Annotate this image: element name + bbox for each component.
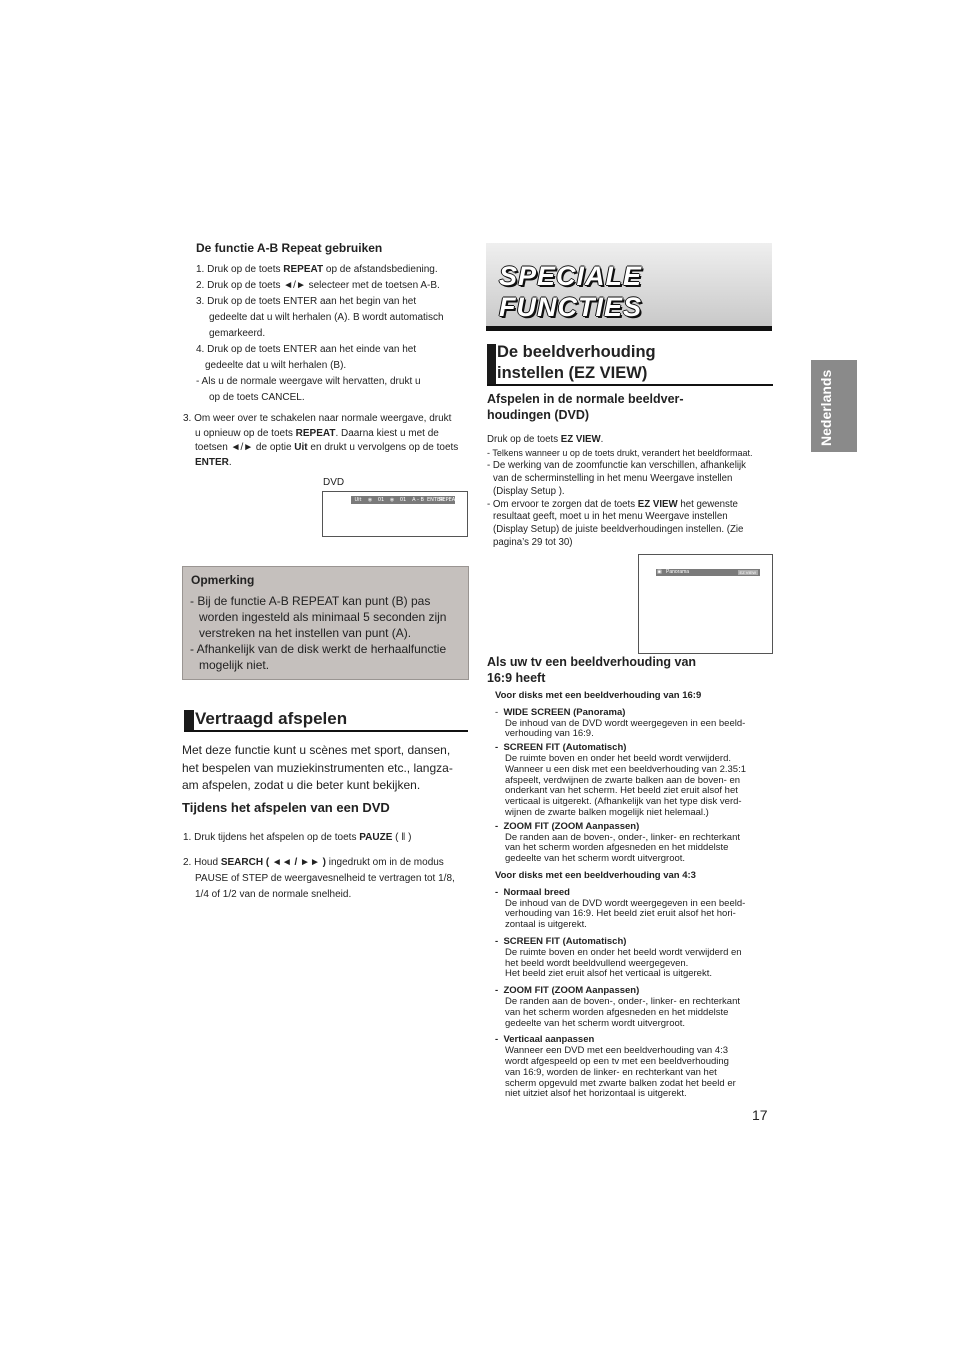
ezview-title: [497, 342, 656, 384]
osd-ab: A - B: [412, 497, 424, 503]
text-line: (Display Setup ).: [493, 485, 565, 497]
subtitle-line: Afspelen in de normale beeldver-: [487, 392, 684, 406]
ab-outer-step-3: [183, 412, 473, 470]
osd-enter: ENTER: [427, 497, 444, 503]
option-title: SCREEN FIT (Automatisch): [503, 935, 627, 947]
osd-ezview-tag: EZ VIEW: [739, 570, 756, 575]
pause-key: PAUZE: [359, 832, 393, 843]
option-line: Wanneer u een disk met een beeldverhouding van 2.35:1: [505, 763, 747, 775]
section-rule: [184, 730, 468, 732]
ab-dash: - Als u de normale weergave wilt hervatten, drukt u: [196, 376, 421, 387]
screen-icon: ▣: [657, 569, 662, 575]
option-line: De inhoud van de DVD wordt weergegeven in een beeld-: [505, 897, 746, 909]
option-title: WIDE SCREEN (Panorama): [503, 706, 626, 718]
option-line: De inhoud van de DVD wordt weergegeven in een beeld-: [505, 717, 746, 729]
option-line: verhouding van 16:9.: [505, 728, 594, 740]
bullet: -: [495, 985, 504, 997]
chapter-title: [499, 261, 642, 323]
option-line: van het scherm worden afgesneden en het middelste: [505, 1006, 729, 1018]
bullet: -: [495, 886, 504, 898]
slow-subtitle: Tijdens het afspelen van een DVD: [182, 800, 390, 815]
aspect-options: [495, 691, 775, 1100]
ab-repeat-steps: [196, 262, 476, 406]
option-title: ZOOM FIT (ZOOM Aanpassen): [503, 985, 640, 997]
osd-repeat-bar: [351, 496, 458, 504]
search-key: SEARCH ( ◄◄ / ►► ): [220, 857, 326, 868]
option-line: verhouding van 16:9. Het beeld ziet eruit alsof het hori-: [505, 908, 736, 920]
option-line: onderkant van het scherm. Het beeld ziet eruit alsof het: [505, 785, 738, 797]
option-line: het beeld wordt beeldvullend weergegeven.: [505, 957, 689, 969]
option-zoom-fit-43: [495, 986, 775, 1029]
language-tab-label: Nederlands: [818, 369, 834, 446]
text: toetsen ◄/► de optie: [195, 442, 295, 453]
ab-step-3: 3. Druk op de toets ENTER aan het begin van het: [196, 296, 417, 307]
option-line: scherm opgevuld met zwarte balken zodat het beeld er: [505, 1077, 736, 1089]
text: ingedrukt om in de modus: [325, 857, 444, 868]
section-marker: [184, 710, 194, 732]
chapter-title-line: FUNCTIES: [499, 292, 642, 322]
bullet: -: [495, 706, 504, 718]
text: 3. Om weer over te schakelen naar normale weergave, drukt: [183, 413, 452, 424]
text: - Om ervoor te zorgen dat de toets: [487, 498, 638, 510]
chapter-banner: [486, 243, 772, 326]
text: .: [600, 434, 604, 445]
text-line: - De werking van de zoomfunctie kan verschillen, afhankelijk: [487, 459, 746, 471]
slow-step-1: [183, 832, 412, 843]
text-line: van de scherminstelling in het menu Weergave instellen: [493, 472, 733, 484]
option-line: zontaal is uitgerekt.: [505, 919, 587, 931]
page-number: 17: [752, 1107, 768, 1123]
option-line: niet uitziet alsof het horizontaal is uitgerekt.: [505, 1088, 687, 1100]
osd-panorama: Panorama: [666, 569, 690, 575]
text-line: [487, 499, 777, 512]
bullet: -: [495, 1034, 504, 1046]
osd-ezview-bar: [656, 569, 760, 576]
option-screen-fit: [495, 743, 775, 819]
intro-line: am afspelen, zodat u die beter kunt bekijken.: [182, 778, 421, 792]
osd-repeat: REPEAT: [439, 497, 458, 503]
banner-rule: [486, 326, 772, 331]
osd-off: Uit: [354, 497, 362, 503]
group-heading: Voor disks met een beeldverhouding van 16:9: [495, 690, 702, 701]
option-line: van het scherm worden afgesneden en het middelste: [505, 842, 729, 854]
text-line: 1/4 of 1/2 van de normale snelheid.: [195, 889, 352, 900]
text: .: [228, 456, 232, 468]
note-line: - Bij de functie A-B REPEAT kan punt (B) pas: [190, 594, 431, 608]
subtitle-line: Als uw tv een beeldverhouding van: [487, 655, 697, 669]
ezview-instructions: [487, 434, 777, 550]
text-line: [183, 456, 473, 471]
ezview-title-line: De beeldverhouding: [497, 343, 656, 361]
repeat-key: REPEAT: [295, 427, 336, 439]
section-rule: [487, 384, 773, 386]
text-line: [487, 434, 777, 447]
bullet: -: [495, 935, 504, 947]
note-title: Opmerking: [191, 573, 255, 587]
ab-step-2: 2. Druk op de toets ◄/► selecteer met de toetsen A-B.: [196, 280, 440, 291]
ab-step-3-cont: gedeelte dat u wilt herhalen (A). B wordt automatisch: [209, 312, 444, 323]
option-line: gedeelte van het scherm wordt uitvergroot.: [505, 853, 686, 865]
option-title: SCREEN FIT (Automatisch): [503, 742, 627, 754]
option-line: gedeelte van het scherm wordt uitvergroot.: [505, 1017, 686, 1029]
ezview-key: EZ VIEW: [637, 498, 678, 510]
slow-step-2: [183, 855, 473, 903]
ab-step-4: 4. Druk op de toets ENTER aan het einde van het: [196, 344, 417, 355]
osd-num: 01: [399, 497, 407, 503]
repeat-key: REPEAT: [283, 264, 324, 275]
text-line: [183, 427, 473, 442]
section-marker: [487, 344, 496, 384]
intro-line: Met deze functie kunt u scènes met sport, dansen,: [182, 743, 451, 757]
text: het gewenste: [677, 498, 738, 510]
uit-option: Uit: [294, 442, 308, 453]
subtitle-line: houdingen (DVD): [487, 407, 590, 422]
option-line: De randen aan de boven-, onder-, linker- en rechterkant: [505, 831, 740, 843]
text: en drukt u vervolgens op de toets: [307, 442, 459, 453]
ezview-subtitle-1: [487, 392, 684, 423]
option-title: ZOOM FIT (ZOOM Aanpassen): [503, 820, 640, 832]
text-line: pagina’s 29 tot 30): [493, 537, 573, 549]
ab-step-3-cont: gemarkeerd.: [209, 328, 266, 339]
option-title: Normaal breed: [503, 886, 570, 898]
option-line: wijnen de zwarte balken mogelijk niet helemaal.): [505, 806, 709, 818]
option-verticaal: [495, 1035, 775, 1100]
group-heading: Voor disks met een beeldverhouding van 4:3: [495, 869, 696, 881]
disc-icon: ◉: [367, 497, 373, 503]
option-line: afspeelt, verdwijnen de zwarte balken aan de boven- en: [505, 774, 741, 786]
language-tab: [811, 360, 857, 452]
text-line: [183, 441, 473, 456]
subtitle-line: 16:9 heeft: [487, 671, 546, 685]
ab-dash-cont: op de toets CANCEL.: [209, 392, 305, 403]
note-box: [182, 566, 469, 680]
option-line: Wanneer een DVD met een beeldverhouding van 4:3: [505, 1045, 729, 1057]
text: 1. Druk op de toets: [196, 264, 284, 275]
intro-line: het bespelen van muziekinstrumenten etc., langza-: [182, 760, 453, 775]
option-line: verticaal is uitgerekt. (Afhankelijk van het type disk verd-: [505, 796, 742, 808]
text: . Daarna kiest u met de: [335, 427, 439, 439]
option-wide-screen: [495, 708, 775, 740]
text-line: PAUSE of STEP de weergavesnelheid te vertragen tot 1/8,: [195, 873, 455, 884]
option-line: Het beeld ziet eruit alsof het verticaal is uitgerekt.: [505, 968, 712, 980]
note-line: - Afhankelijk van de disk werkt de herhaalfunctie: [190, 642, 447, 656]
note-line: worden ingesteld als minimaal 5 seconden zijn: [199, 610, 447, 624]
text: 2. Houd: [183, 857, 221, 868]
option-screen-fit-43: [495, 937, 775, 980]
ab-repeat-heading: De functie A-B Repeat gebruiken: [196, 241, 383, 255]
option-line: van 16:9, worden de linker- en rechterkant van het: [505, 1066, 717, 1078]
note-body: [190, 593, 446, 673]
option-zoom-fit: [495, 822, 775, 865]
osd-ezview-screen: [638, 554, 773, 654]
chapter-title-line: SPECIALE: [499, 261, 643, 291]
option-line: De ruimte boven en onder het beeld wordt verwijderd.: [505, 752, 732, 764]
enter-key: ENTER: [195, 456, 229, 468]
bullet: -: [495, 742, 504, 754]
osd-dvd-label: DVD: [323, 477, 345, 488]
ab-step-4-cont: gedeelte dat u wilt herhalen (B).: [205, 360, 347, 371]
text-line: [183, 855, 473, 871]
text: u opnieuw op de toets: [195, 427, 296, 439]
bullet: -: [495, 820, 504, 832]
slow-title: Vertraagd afspelen: [195, 709, 348, 728]
ab-step-1: [196, 262, 476, 278]
text: op de afstandsbediening.: [323, 264, 438, 275]
option-line: wordt afgespeeld op een tv met een beeldverhouding: [505, 1055, 729, 1067]
disc-icon: ◉: [389, 497, 395, 503]
osd-num: 01: [377, 497, 385, 503]
option-line: De ruimte boven en onder het beeld wordt verwijderd en: [505, 946, 742, 958]
text-line: resultaat geeft, moet u in het menu Weergave instellen: [493, 511, 728, 523]
osd-repeat-screen: [322, 491, 468, 537]
option-normaal-breed: [495, 888, 775, 931]
text: Druk op de toets: [487, 434, 561, 445]
ezview-subtitle-2: [487, 654, 696, 686]
option-title: Verticaal aanpassen: [503, 1034, 595, 1046]
note-line: mogelijk niet.: [199, 658, 270, 672]
option-line: De randen aan de boven-, onder-, linker- en rechterkant: [505, 995, 740, 1007]
text-line: (Display Setup) de juiste beeldverhoudingen instellen. (Zie: [493, 524, 744, 536]
text: 1. Druk tijdens het afspelen op de toets: [183, 832, 360, 843]
pause-icon: ( ‖ ): [392, 832, 412, 843]
ezview-title-line: instellen (EZ VIEW): [497, 364, 648, 382]
text-line: - Telkens wanneer u op de toets drukt, verandert het beeldformaat.: [487, 447, 753, 458]
slow-intro: [182, 742, 472, 795]
ezview-key: EZ VIEW: [560, 434, 601, 445]
note-line: verstreken na het instellen van punt (A).: [199, 626, 412, 640]
